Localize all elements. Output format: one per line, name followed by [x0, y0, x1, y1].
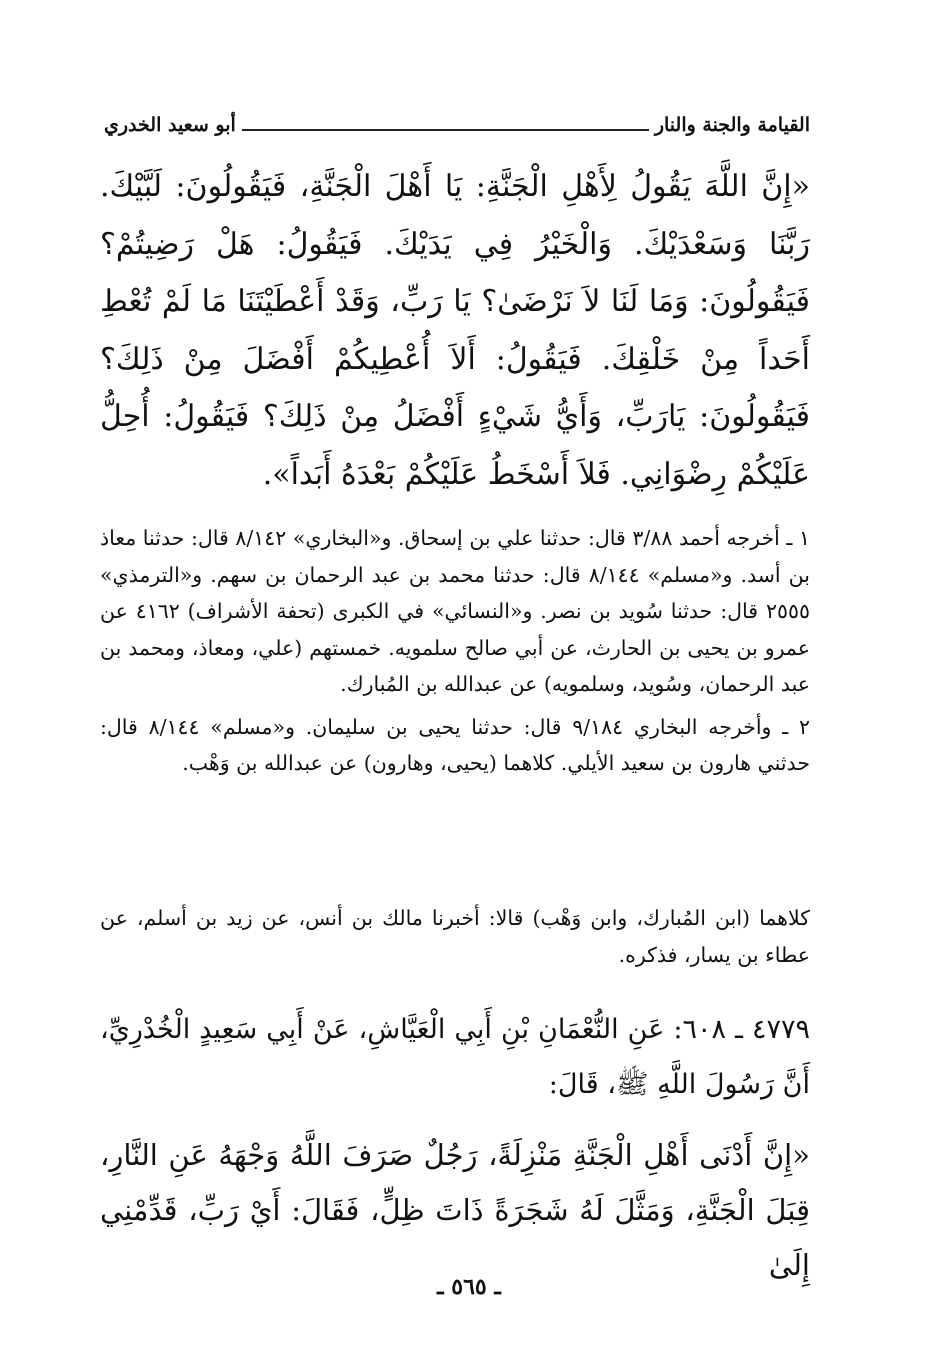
hadith-text-2: «إِنَّ أَدْنَى أَهْلِ الْجَنَّةِ مَنْزِلَةً، رَجُلٌ صَرَفَ اللَّهُ وَجْهَهُ عَنِ النَّارِ، قِبَلَ الْجَنَّةِ، وَمَثَّلَ لَهُ شَجَرَةً ذَاتَ ظِلٍّ، فَقَالَ: أَيْ رَبِّ، قَدِّمْنِي إِلَىٰ — [100, 1138, 810, 1282]
footnotes — [100, 520, 810, 782]
footnote-2: ٢ ـ وأخرجه البخاري ٩/١٨٤ قال: حدثنا يحيى بن سليمان. و«مسلم» ٨/١٤٤ قال: حدثني هارون بن سعيد الأيلي. كلاهما (يحيى، وهارون) عن عبدالله بن وَهْب. — [100, 714, 810, 775]
running-header — [104, 108, 810, 138]
footnote-1: ١ ـ أخرجه أحمد ٣/٨٨ قال: حدثنا علي بن إسحاق. و«البخاري» ٨/١٤٢ قال: حدثنا معاذ بن أسد. و«مسلم» ٨/١٤٤ قال: حدثنا محمد بن عبد الرحمان بن سهم. و«الترمذي» ٢٥٥٥ قال: حدثنا سُويد بن نصر. و«النسائي» في الكبرى (تحفة الأشراف) ٤١٦٢ عن عمرو بن يحيى بن الحارث، عن أبي صالح سلمويه. خمستهم (علي، ومعاذ، ومحمد بن عبد الرحمان، وسُويد، وسلمويه) عن عبدالله بن المُبارك. — [100, 526, 810, 696]
page-number: ـ ٥٦٥ ـ — [437, 1274, 501, 1300]
book-title: القيامة والجنة والنار — [654, 114, 810, 136]
hadith-text: «إِنَّ اللَّهَ يَقُولُ لِأَهْلِ الْجَنَّةِ: يَا أَهْلَ الْجَنَّةِ، فَيَقُولُونَ: لَبَّيْكَ. رَبَّنَا وَسَعْدَيْكَ. وَالْخَيْرُ فِي يَدَيْكَ. فَيَقُولُ: هَلْ رَضِيتُمْ؟ فَيَقُولُونَ: وَمَا لَنَا لاَ نَرْضَىٰ؟ يَا رَبِّ، وَقَدْ أَعْطَيْتَنَا مَا لَمْ تُعْطِ أَحَداً مِنْ خَلْقِكَ. فَيَقُولُ: أَلاَ أُعْطِيكُمْ أَفْضَلَ مِنْ ذَلِكَ؟ فَيَقُولُونَ: يَارَبِّ، وَأَيُّ شَيْءٍ أَفْضَلُ مِنْ ذَلِكَ؟ فَيَقُولُ: أُحِلُّ عَلَيْكُمْ رِضْوَانِي. فَلاَ أَسْخَطُ عَلَيْكُمْ بَعْدَهُ أَبَداً». — [100, 169, 810, 492]
header-rule — [242, 129, 649, 131]
narrator-name: أبو سعيد الخدري — [104, 114, 236, 136]
hadith-heading: ٤٧٧٩ ـ ٦٠٨: عَنِ النُّعْمَانِ بْنِ أَبِي الْعَيَّاشِ، عَنْ أَبِي سَعِيدٍ الْخُدْرِيِّ، أَنَّ رَسُولَ اللَّهِ ﷺ، قَالَ: — [100, 1014, 810, 1100]
commentary: كلاهما (ابن المُبارك، وابن وَهْب) قالا: أخبرنا مالك بن أنس، عن زيد بن أسلم، عن عطاء بن يسار، فذكره. — [100, 906, 810, 967]
